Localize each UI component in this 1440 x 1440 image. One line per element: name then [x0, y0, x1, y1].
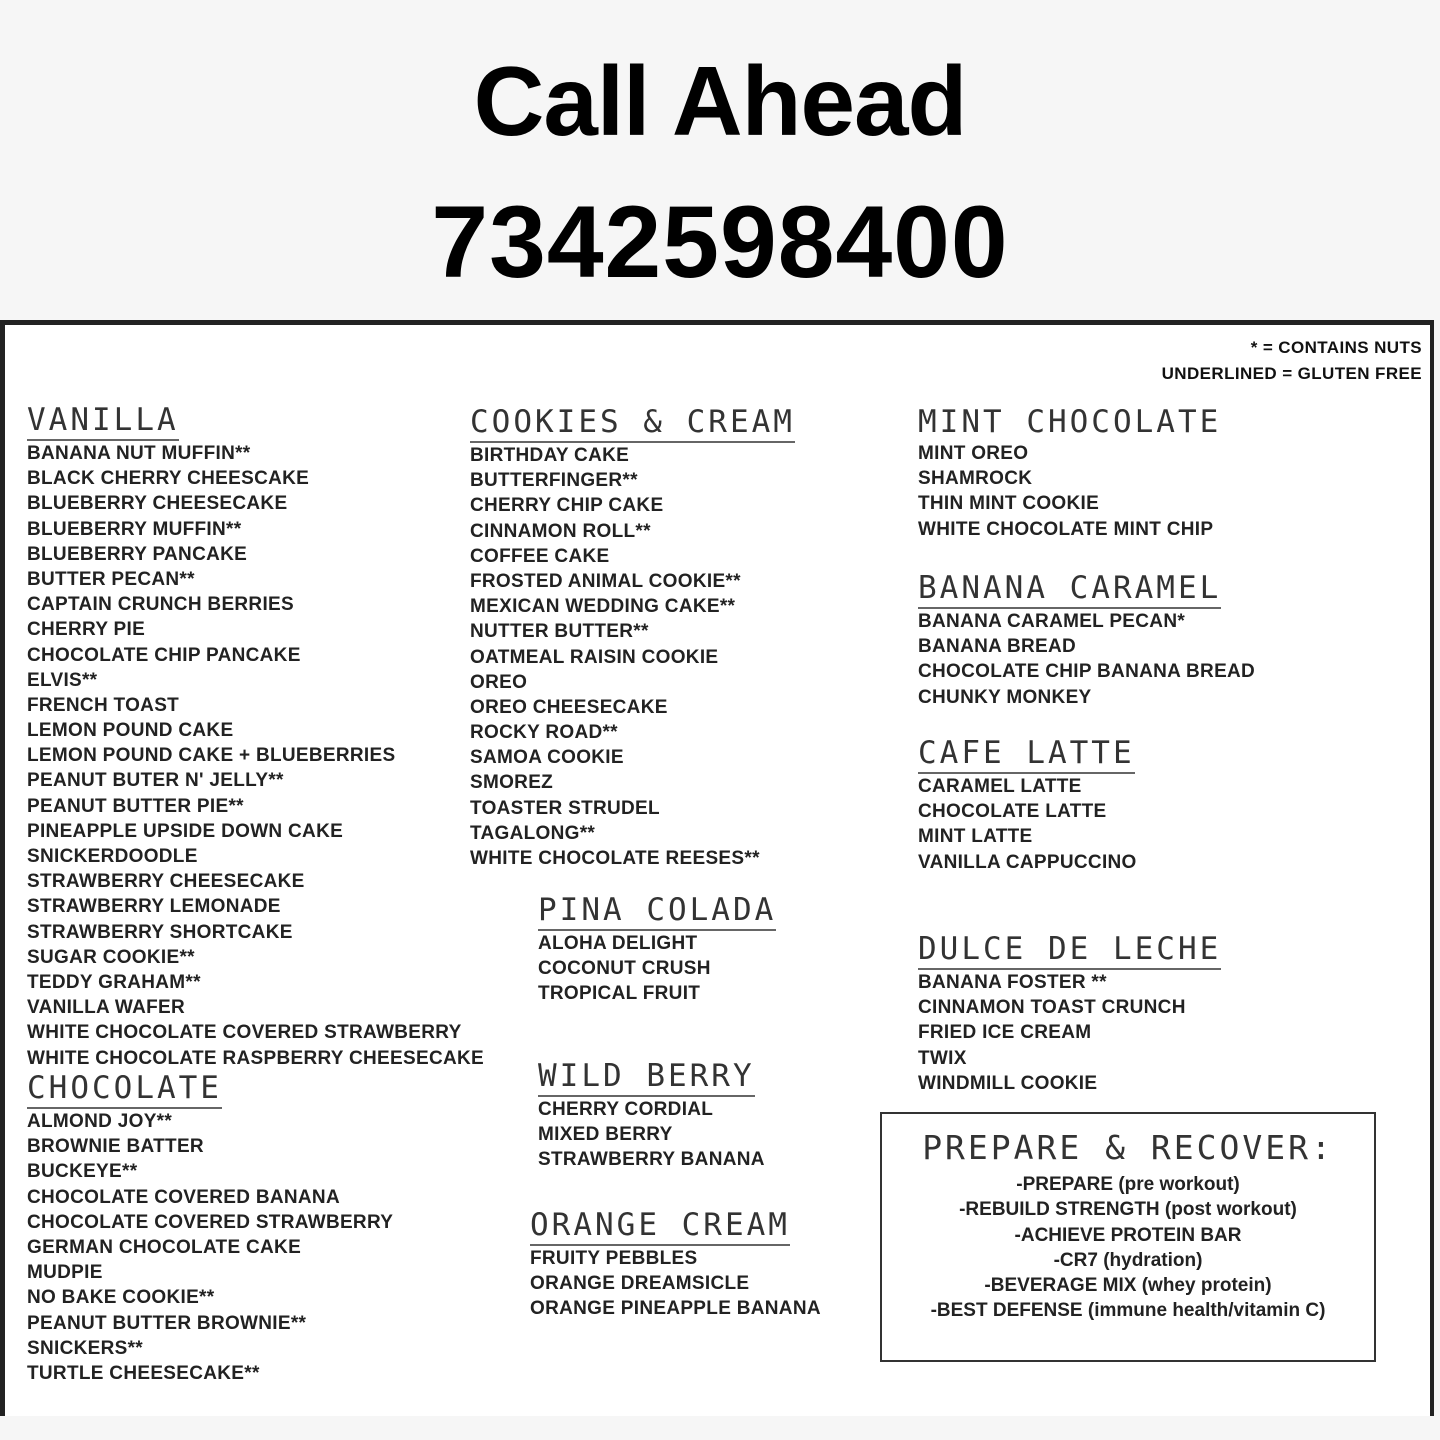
menu-item: THIN MINT COOKIE: [918, 493, 1100, 515]
menu-item: SNICKERDOODLE: [27, 846, 198, 867]
menu-item: CHOCOLATE CHIP BANANA BREAD: [918, 661, 1256, 683]
menu-item: WHITE CHOCOLATE MINT CHIP: [918, 518, 1214, 540]
menu-item: SAMOA COOKIE: [470, 747, 624, 769]
section-orange-cream: [530, 1207, 821, 1322]
menu-item: ALMOND JOY**: [27, 1111, 173, 1132]
section-title: VANILLA: [27, 402, 179, 441]
menu-item: SMOREZ: [470, 772, 554, 794]
flavor-list: [27, 441, 484, 1071]
section-wild-berry: [538, 1058, 765, 1173]
menu-item: SHAMROCK: [918, 468, 1033, 490]
menu-item: TEDDY GRAHAM**: [27, 971, 201, 993]
section-title: PINA COLADA: [538, 892, 776, 931]
menu-item: MUDPIE: [27, 1262, 103, 1284]
menu-item: MIXED BERRY: [538, 1124, 673, 1146]
menu-item: PEANUT BUTTER PIE**: [27, 795, 244, 817]
section-title: BANANA CARAMEL: [918, 570, 1221, 609]
menu-item: BANANA CARAMEL PECAN*: [918, 611, 1186, 632]
menu-item: -ACHIEVE PROTEIN BAR: [1014, 1224, 1242, 1246]
flavor-list: [530, 1246, 821, 1322]
menu-item: ALOHA DELIGHT: [538, 933, 698, 954]
menu-item: VANILLA CAPPUCCINO: [918, 851, 1137, 873]
menu-item: BANANA BREAD: [918, 636, 1077, 658]
section-vanilla: [27, 402, 484, 1071]
menu-item: CINNAMON ROLL**: [470, 520, 651, 542]
menu-item: LEMON POUND CAKE + BLUEBERRIES: [27, 745, 396, 767]
menu-item: CARAMEL LATTE: [918, 776, 1082, 797]
menu-item: BANANA NUT MUFFIN**: [27, 443, 251, 464]
menu-item: PINEAPPLE UPSIDE DOWN CAKE: [27, 820, 344, 842]
menu-item: OREO: [470, 671, 528, 693]
menu-item: TAGALONG**: [470, 822, 596, 844]
section-title: CAFE LATTE: [918, 735, 1135, 774]
menu-item: STRAWBERRY CHEESECAKE: [27, 871, 305, 893]
section-title: ORANGE CREAM: [530, 1207, 790, 1246]
menu-item: FROSTED ANIMAL COOKIE**: [470, 570, 741, 592]
menu-item: BANANA FOSTER **: [918, 972, 1107, 993]
menu-item: CHERRY PIE: [27, 619, 146, 641]
phone-number[interactable]: 7342598400: [431, 185, 1009, 299]
menu-item: BUTTERFINGER**: [470, 470, 638, 492]
menu-item: WINDMILL COOKIE: [918, 1072, 1098, 1094]
menu-item: FRUITY PEBBLES: [530, 1248, 698, 1269]
menu-item: -REBUILD STRENGTH (post workout): [959, 1199, 1297, 1221]
menu-item: NO BAKE COOKIE**: [27, 1287, 215, 1309]
menu-item: BIRTHDAY CAKE: [470, 445, 630, 466]
menu-item: CHOCOLATE CHIP PANCAKE: [27, 644, 301, 666]
menu-item: WHITE CHOCOLATE RASPBERRY CHEESECAKE: [27, 1047, 484, 1069]
menu-item: ELVIS**: [27, 669, 98, 691]
menu-item: NUTTER BUTTER**: [470, 621, 649, 643]
section-cafe-latte: [918, 735, 1137, 875]
menu-item: CHERRY CORDIAL: [538, 1099, 714, 1120]
menu-item: STRAWBERRY BANANA: [538, 1149, 765, 1171]
menu-item: GERMAN CHOCOLATE CAKE: [27, 1236, 302, 1258]
flavor-list: [538, 931, 776, 1007]
menu-item: STRAWBERRY SHORTCAKE: [27, 921, 293, 943]
section-cookies-cream: [470, 404, 795, 871]
menu-item: ROCKY ROAD**: [470, 722, 618, 744]
menu-item: COFFEE CAKE: [470, 545, 610, 567]
menu-item: PEANUT BUTER N' JELLY**: [27, 770, 284, 792]
section-pina-colada: [538, 892, 776, 1007]
flavor-list: [538, 1097, 765, 1173]
menu-item: PEANUT BUTTER BROWNIE**: [27, 1312, 307, 1334]
menu-item: TOASTER STRUDEL: [470, 797, 660, 819]
menu-item: -PREPARE (pre workout): [1016, 1174, 1240, 1195]
section-title: DULCE DE LECHE: [918, 931, 1221, 970]
menu-item: BLUEBERRY CHEESECAKE: [27, 493, 288, 515]
section-title: MINT CHOCOLATE: [918, 404, 1222, 440]
menu-item: OATMEAL RAISIN COOKIE: [470, 646, 719, 668]
menu-item: CHOCOLATE COVERED BANANA: [27, 1186, 340, 1208]
menu-item: CHUNKY MONKEY: [918, 686, 1092, 708]
menu-item: WHITE CHOCOLATE COVERED STRAWBERRY: [27, 1022, 462, 1044]
header-title: Call Ahead: [473, 46, 967, 156]
menu-item: TROPICAL FRUIT: [538, 983, 701, 1005]
menu-item: CHOCOLATE LATTE: [918, 801, 1107, 823]
menu-item: -BEVERAGE MIX (whey protein): [984, 1275, 1272, 1297]
menu-item: SUGAR COOKIE**: [27, 946, 195, 968]
flavor-list: [918, 970, 1221, 1096]
section-title: COOKIES & CREAM: [470, 404, 795, 443]
menu-item: ORANGE DREAMSICLE: [530, 1273, 750, 1295]
section-title: CHOCOLATE: [27, 1070, 222, 1109]
menu-item: CINNAMON TOAST CRUNCH: [918, 997, 1186, 1019]
menu-item: MINT OREO: [918, 443, 1029, 464]
flavor-list: [27, 1109, 393, 1386]
section-title: WILD BERRY: [538, 1058, 755, 1097]
menu-item: -BEST DEFENSE (immune health/vitamin C): [930, 1300, 1326, 1322]
menu-item: BLACK CHERRY CHEESCAKE: [27, 468, 310, 490]
menu-item: MINT LATTE: [918, 826, 1033, 848]
flavor-list: [470, 443, 795, 871]
menu-item: STRAWBERRY LEMONADE: [27, 896, 281, 918]
menu-item: CHERRY CHIP CAKE: [470, 495, 664, 517]
menu-item: FRIED ICE CREAM: [918, 1022, 1092, 1044]
section-title: PREPARE & RECOVER:: [922, 1128, 1334, 1167]
menu-item: BUTTER PECAN**: [27, 568, 195, 590]
menu-item: SNICKERS**: [27, 1337, 143, 1359]
menu-item: BROWNIE BATTER: [27, 1136, 204, 1158]
flavor-list: [918, 609, 1255, 710]
section-dulce-de-leche: [918, 931, 1221, 1096]
section-banana-caramel: [918, 570, 1255, 710]
prepare-recover-box: [880, 1112, 1376, 1362]
menu-item: CHOCOLATE COVERED STRAWBERRY: [27, 1211, 394, 1233]
flavor-list: [918, 441, 1221, 542]
section-mint-chocolate: [918, 404, 1221, 542]
menu-item: COCONUT CRUSH: [538, 958, 711, 980]
section-chocolate: [27, 1070, 393, 1386]
legend-nuts: * = CONTAINS NUTS: [1250, 338, 1422, 357]
menu-item: TWIX: [918, 1047, 967, 1069]
call-ahead-header: [0, 0, 1440, 320]
menu-item: ORANGE PINEAPPLE BANANA: [530, 1298, 821, 1320]
menu-item: WHITE CHOCOLATE REESES**: [470, 848, 760, 869]
menu-item: BLUEBERRY MUFFIN**: [27, 518, 242, 540]
menu-item: CAPTAIN CRUNCH BERRIES: [27, 594, 294, 616]
menu-item: OREO CHEESECAKE: [470, 696, 668, 718]
menu-item: BLUEBERRY PANCAKE: [27, 543, 248, 565]
menu-item: TURTLE CHEESECAKE**: [27, 1362, 260, 1384]
menu-item: MEXICAN WEDDING CAKE**: [470, 596, 736, 618]
product-list: [882, 1172, 1374, 1324]
menu-item: FRENCH TOAST: [27, 694, 180, 716]
legend-gluten-free: UNDERLINED = GLUTEN FREE: [1161, 364, 1422, 383]
menu-item: LEMON POUND CAKE: [27, 720, 234, 742]
flavor-list: [918, 774, 1137, 875]
menu-item: VANILLA WAFER: [27, 997, 185, 1019]
menu-item: BUCKEYE**: [27, 1161, 138, 1183]
menu-item: -CR7 (hydration): [1053, 1249, 1203, 1271]
